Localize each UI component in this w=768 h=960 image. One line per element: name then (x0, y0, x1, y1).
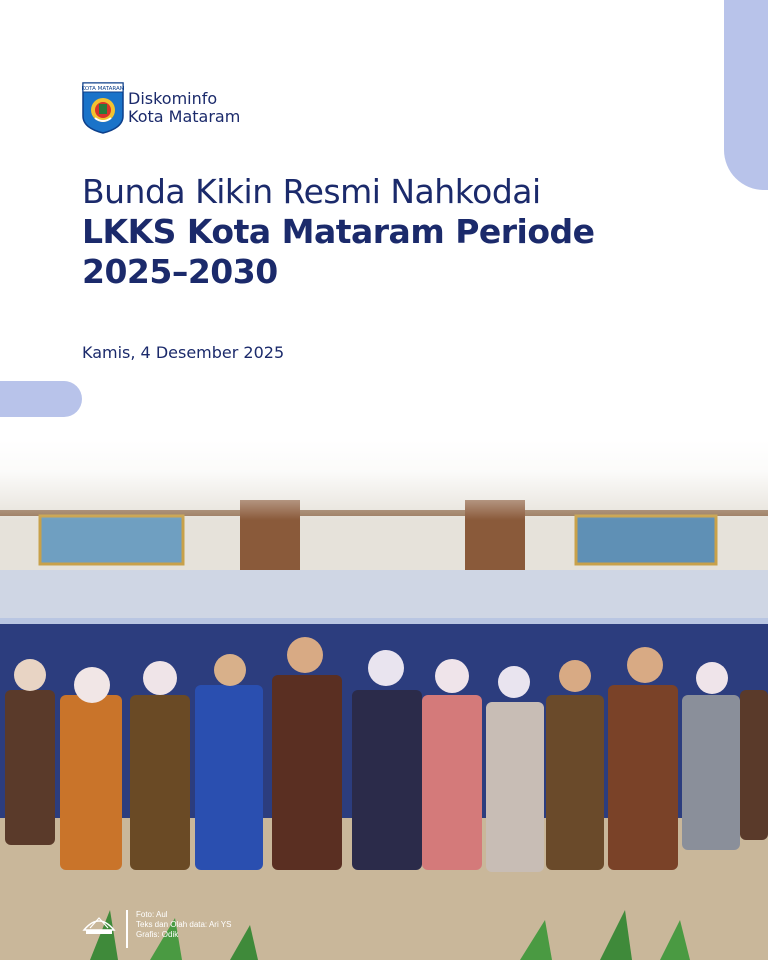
diskominfo-logo (82, 82, 240, 134)
brand-name (128, 90, 240, 126)
credit-text-data: Teks dan Olah data: Ari YS (136, 920, 232, 929)
brand-name-line1: Diskominfo (128, 89, 218, 108)
brand-name-line2: Kota Mataram (128, 107, 241, 126)
headline-line3: 2025–2030 (82, 252, 278, 291)
headline (82, 172, 702, 292)
headline-line1: Bunda Kikin Resmi Nahkodai (82, 172, 541, 211)
decorative-pill-left (0, 381, 82, 417)
credit-graphic: Grafis: Odik (136, 930, 179, 939)
headline-line2: LKKS Kota Mataram Periode (82, 212, 595, 251)
credits-divider (126, 910, 128, 948)
photo-credits (82, 910, 231, 948)
decorative-pill-top-right (724, 0, 768, 190)
kota-mataram-emblem-icon (82, 82, 124, 134)
mataram-city-logo-icon (82, 910, 116, 936)
photo-top-fade (0, 440, 768, 520)
publish-date: Kamis, 4 Desember 2025 (82, 343, 285, 362)
emblem-label: KOTA MATARAM (82, 86, 124, 92)
credits-text (136, 910, 231, 940)
credit-photo: Foto: Aul (136, 910, 168, 919)
